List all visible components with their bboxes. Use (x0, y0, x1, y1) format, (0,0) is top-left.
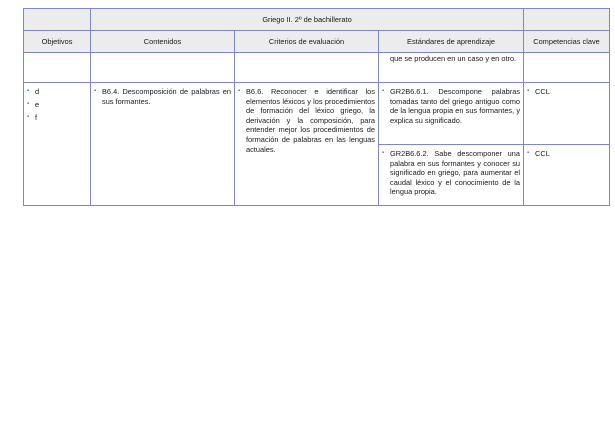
continuation-row (24, 53, 610, 83)
continuation-text: que se producen en un caso y en otro. (390, 54, 517, 63)
bullet-icon: ▪ (238, 88, 241, 94)
header-estandares: Estándares de aprendizaje (379, 31, 524, 53)
header-contenidos: Contenidos (91, 31, 235, 53)
competencia-text: CCL (535, 149, 550, 158)
bullet-icon: ▪ (27, 101, 30, 107)
header-competencias: Competencias clave (524, 31, 610, 53)
empty-corner-cell (24, 9, 91, 31)
list-item (27, 113, 87, 126)
table-title-row (24, 9, 610, 31)
competencia-cell (524, 145, 610, 206)
bullet-icon: ▪ (382, 88, 385, 94)
bullet-icon: ▪ (94, 88, 97, 94)
curriculum-table (23, 8, 610, 206)
table-title: Griego II. 2º de bachillerato (91, 9, 524, 31)
header-criterios: Criterios de evaluación (235, 31, 379, 53)
column-header-row (24, 31, 610, 53)
criterio-text: B6.6. Reconocer e identificar los elementos léxicos y los procedimientos de formación del léxico griego, la derivación y la composición, para entender mejor los procedimientos de formación de palabras en las lenguas actuales. (246, 87, 375, 154)
contenidos-cell (91, 83, 235, 206)
bullet-icon: ▪ (382, 150, 385, 156)
estandar-text: GR2B6.6.1. Descompone palabras tomadas tanto del griego antiguo como de la lengua propia en sus formantes, y explica su significado. (390, 87, 521, 125)
objetivo-item: e (35, 100, 40, 109)
bullet-icon: ▪ (27, 88, 30, 94)
list-item (27, 87, 87, 100)
empty-corner-cell (524, 9, 610, 31)
estandar-cell (379, 145, 524, 206)
competencia-text: CCL (535, 87, 550, 96)
objetivo-item: d (35, 87, 40, 96)
estandar-cell (379, 83, 524, 145)
competencia-cell (524, 83, 610, 145)
bullet-icon: ▪ (527, 88, 530, 94)
table-row (24, 83, 610, 145)
list-item (27, 100, 87, 113)
bullet-icon: ▪ (527, 150, 530, 156)
header-objetivos: Objetivos (24, 31, 91, 53)
objetivos-cell (24, 83, 91, 206)
estandar-text: GR2B6.6.2. Sabe descomponer una palabra en sus formantes y conocer su significado en griego, para aumentar el caudal léxico y el conocimiento de la lengua propia. (390, 149, 521, 197)
contenido-text: B6.4. Descomposición de palabras en sus formantes. (102, 87, 231, 106)
bullet-icon: ▪ (27, 114, 30, 120)
criterios-cell (235, 83, 379, 206)
objetivo-item: f (35, 113, 38, 122)
